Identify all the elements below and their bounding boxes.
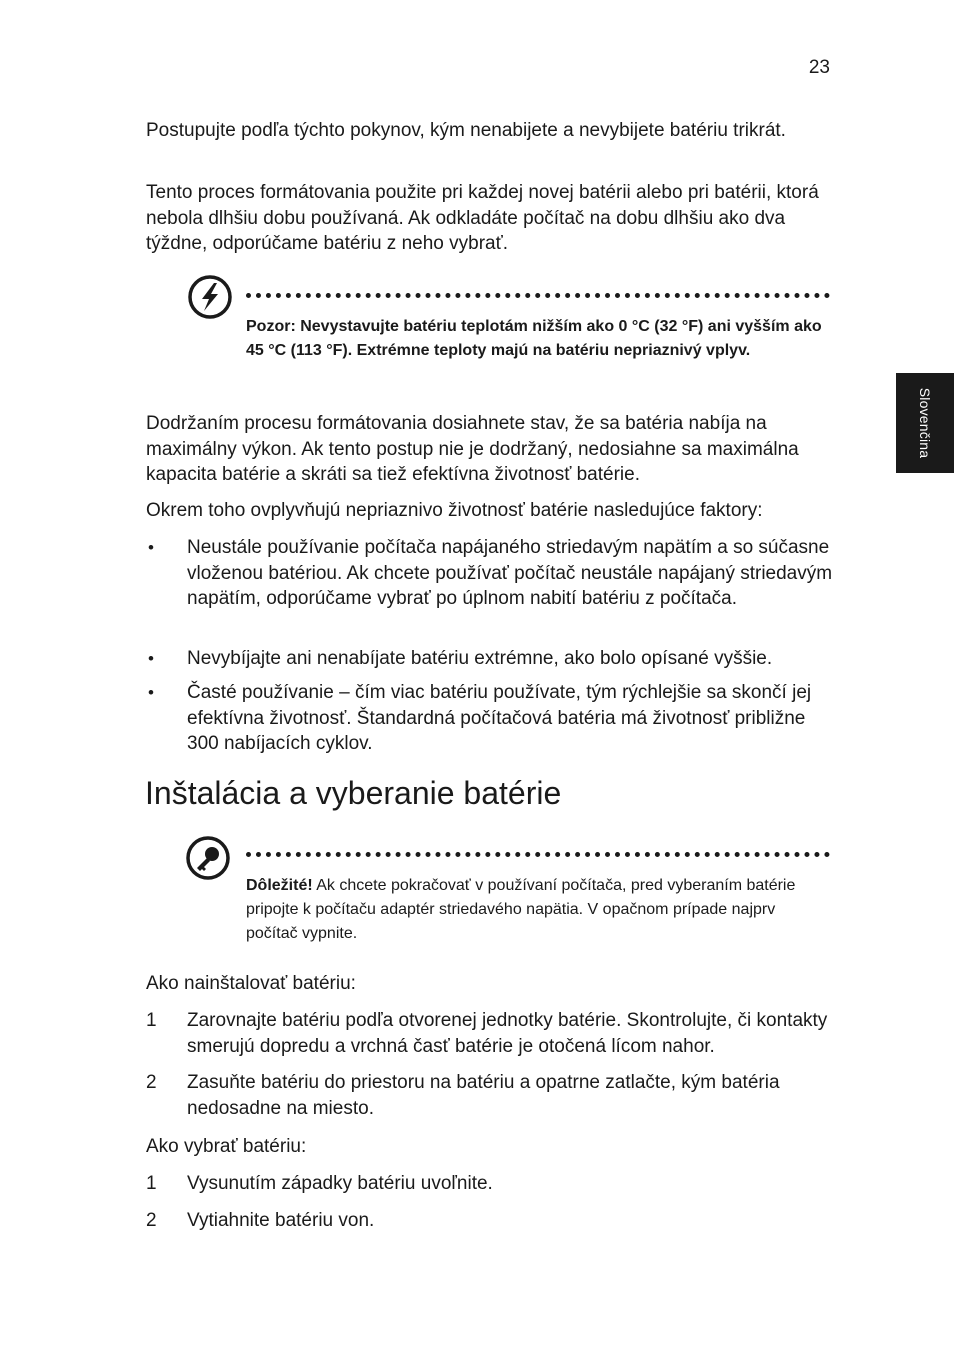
- warning-note-text: Pozor: Nevystavujte batériu teplotám nižším ako 0 °C (32 °F) ani vyšším ako 45 °C (113 °F). Extrémne teploty majú na batériu nepriaznivý vplyv.: [246, 318, 822, 359]
- warning-note-divider: [246, 293, 830, 298]
- step-number: 1: [146, 1173, 157, 1194]
- important-note-text: [246, 874, 826, 946]
- important-note-label: Dôležité!: [246, 877, 313, 894]
- list-item: [146, 535, 836, 612]
- important-note-divider: [246, 852, 830, 857]
- list-item-text: Zasuňte batériu do priestoru na batériu a opatrne zatlačte, kým batéria nedosadne na miesto.: [187, 1072, 780, 1119]
- list-item: [146, 1208, 836, 1234]
- page-number: 23: [808, 57, 830, 78]
- language-side-tab: [896, 373, 954, 473]
- list-item-text: Časté používanie – čím viac batériu používate, tým rýchlejšie sa skončí jej efektívna životnosť. Štandardná počítačová batéria má životnosť približne 300 nabíjacích cyklov.: [187, 682, 812, 754]
- bullet-marker: •: [148, 683, 154, 702]
- step-number: 2: [146, 1210, 157, 1231]
- bullet-marker: •: [148, 538, 154, 557]
- bullet-marker: •: [148, 649, 154, 668]
- list-item-text: Vysunutím západky batériu uvoľnite.: [187, 1173, 493, 1194]
- list-item: [146, 680, 836, 757]
- install-intro: Ako nainštalovať batériu:: [146, 973, 356, 994]
- important-note-body: Ak chcete pokračovať v používaní počítača, pred vyberaním batérie pripojte k počítaču adaptér striedavého napätia. V opačnom prípade najprv počítač vypnite.: [246, 877, 796, 942]
- paragraph-cycle-instructions: Postupujte podľa týchto pokynov, kým nenabijete a nevybijete batériu trikrát.: [146, 120, 786, 141]
- language-side-tab-label: Slovenčina: [917, 387, 933, 459]
- list-item-text: Nevybíjajte ani nenabíjate batériu extrémne, ako bolo opísané vyššie.: [187, 648, 773, 669]
- paragraph-formatting-process: Tento proces formátovania použite pri každej novej batérii alebo pri batérii, ktorá nebola dlhšiu dobu používaná. Ak odkladáte počítač na dobu dlhšiu ako dva týždne, odporúčame batériu z neho vybrať.: [146, 182, 819, 254]
- list-item: [146, 1171, 836, 1197]
- list-item-text: Neustále používanie počítača napájaného striedavým napätím a so súčasne vloženou batériou. Ak chcete používať počítač neustále napájaný striedavým napätím, odporúčame vybrať po úplnom nabití batériu z počítača.: [187, 537, 833, 609]
- step-number: 1: [146, 1010, 157, 1031]
- paragraph-formatting-benefit: Dodržaním procesu formátovania dosiahnete stav, že sa batéria nabíja na maximálny výkon. Ak tento postup nie je dodržaný, nedosiahne sa maximálna kapacita batérie a skráti sa tiež efektívna životnosť batérie.: [146, 413, 799, 485]
- step-number: 2: [146, 1072, 157, 1093]
- lightning-warning-icon: [188, 275, 232, 319]
- key-important-icon: [186, 836, 230, 880]
- list-item-text: Zarovnajte batériu podľa otvorenej jednotky batérie. Skontrolujte, či kontakty smerujú dopredu a vrchná časť batérie je otočená lícom nahor.: [187, 1010, 828, 1057]
- paragraph-factors-intro: Okrem toho ovplyvňujú nepriaznivo životnosť batérie nasledujúce faktory:: [146, 500, 763, 521]
- list-item: [146, 1008, 836, 1059]
- list-item-text: Vytiahnite batériu von.: [187, 1210, 375, 1231]
- section-heading: Inštalácia a vyberanie batérie: [145, 775, 562, 811]
- remove-intro: Ako vybrať batériu:: [146, 1136, 307, 1157]
- list-item: [146, 1070, 836, 1121]
- list-item: [146, 646, 836, 672]
